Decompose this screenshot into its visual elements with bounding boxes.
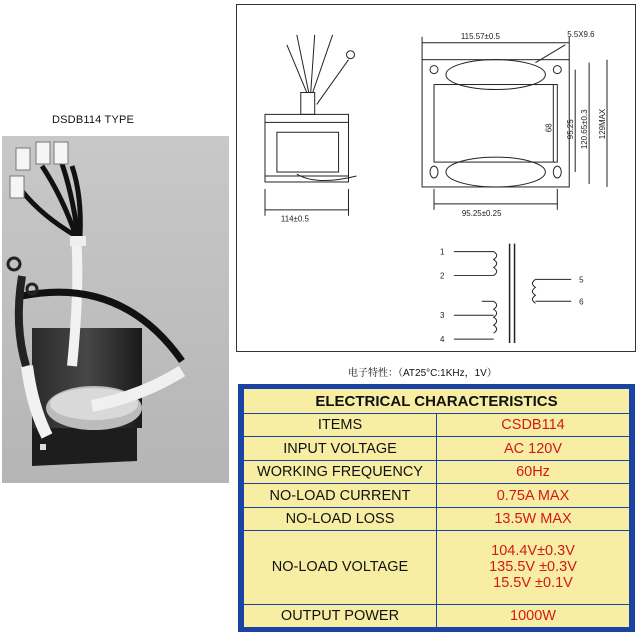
row-value: 0.75A MAX xyxy=(437,484,630,507)
transformer-photo xyxy=(2,136,229,483)
pin-3: 3 xyxy=(439,311,445,321)
row-item: WORKING FREQUENCY xyxy=(244,460,437,483)
row-value xyxy=(437,531,630,604)
row-item: NO-LOAD VOLTAGE xyxy=(244,531,437,604)
electrical-characteristics-table xyxy=(238,384,635,632)
table-title: ELECTRICAL CHARACTERISTICS xyxy=(244,389,630,414)
table-row xyxy=(244,414,630,437)
row-value: CSDB114 xyxy=(437,414,630,437)
row-value: 1000W xyxy=(437,604,630,627)
row-item: OUTPUT POWER xyxy=(244,604,437,627)
dim-h2: 95.25 xyxy=(566,119,576,140)
table-row xyxy=(244,484,630,507)
row-item: INPUT VOLTAGE xyxy=(244,437,437,460)
dim-hole: 5.5X9.6 xyxy=(567,29,595,39)
dim-h3: 120.65±0.3 xyxy=(580,109,590,150)
row-item: NO-LOAD CURRENT xyxy=(244,484,437,507)
row-value: AC 120V xyxy=(437,437,630,460)
table-row xyxy=(244,531,630,604)
table-row xyxy=(244,507,630,530)
type-label: DSDB114 TYPE xyxy=(52,114,135,126)
pin-5: 5 xyxy=(579,275,584,285)
pin-1: 1 xyxy=(439,247,445,257)
dim-h4: 129MAX xyxy=(598,108,608,140)
pin-2: 2 xyxy=(439,271,445,281)
table-row xyxy=(244,604,630,627)
dim-side-width: 114±0.5 xyxy=(280,214,309,224)
voltage-line: 15.5V ±0.1V xyxy=(493,575,573,592)
table-row xyxy=(244,437,630,460)
voltage-line: 104.4V±0.3V xyxy=(491,543,575,560)
row-item: ITEMS xyxy=(244,414,437,437)
row-value: 60Hz xyxy=(437,460,630,483)
row-value: 13.5W MAX xyxy=(437,507,630,530)
row-item: NO-LOAD LOSS xyxy=(244,507,437,530)
table-row xyxy=(244,460,630,483)
test-conditions-label: 电子特性：（AT25°C:1KHz，1V） xyxy=(348,368,497,379)
dim-top-width: 115.57±0.5 xyxy=(460,31,500,41)
dim-h1: 68 xyxy=(544,123,554,133)
voltage-line: 135.5V ±0.3V xyxy=(489,559,577,576)
pin-4: 4 xyxy=(439,335,445,345)
dim-bottom-width: 95.25±0.25 xyxy=(461,208,502,218)
pin-6: 6 xyxy=(579,297,584,307)
dimension-drawing xyxy=(236,4,636,352)
